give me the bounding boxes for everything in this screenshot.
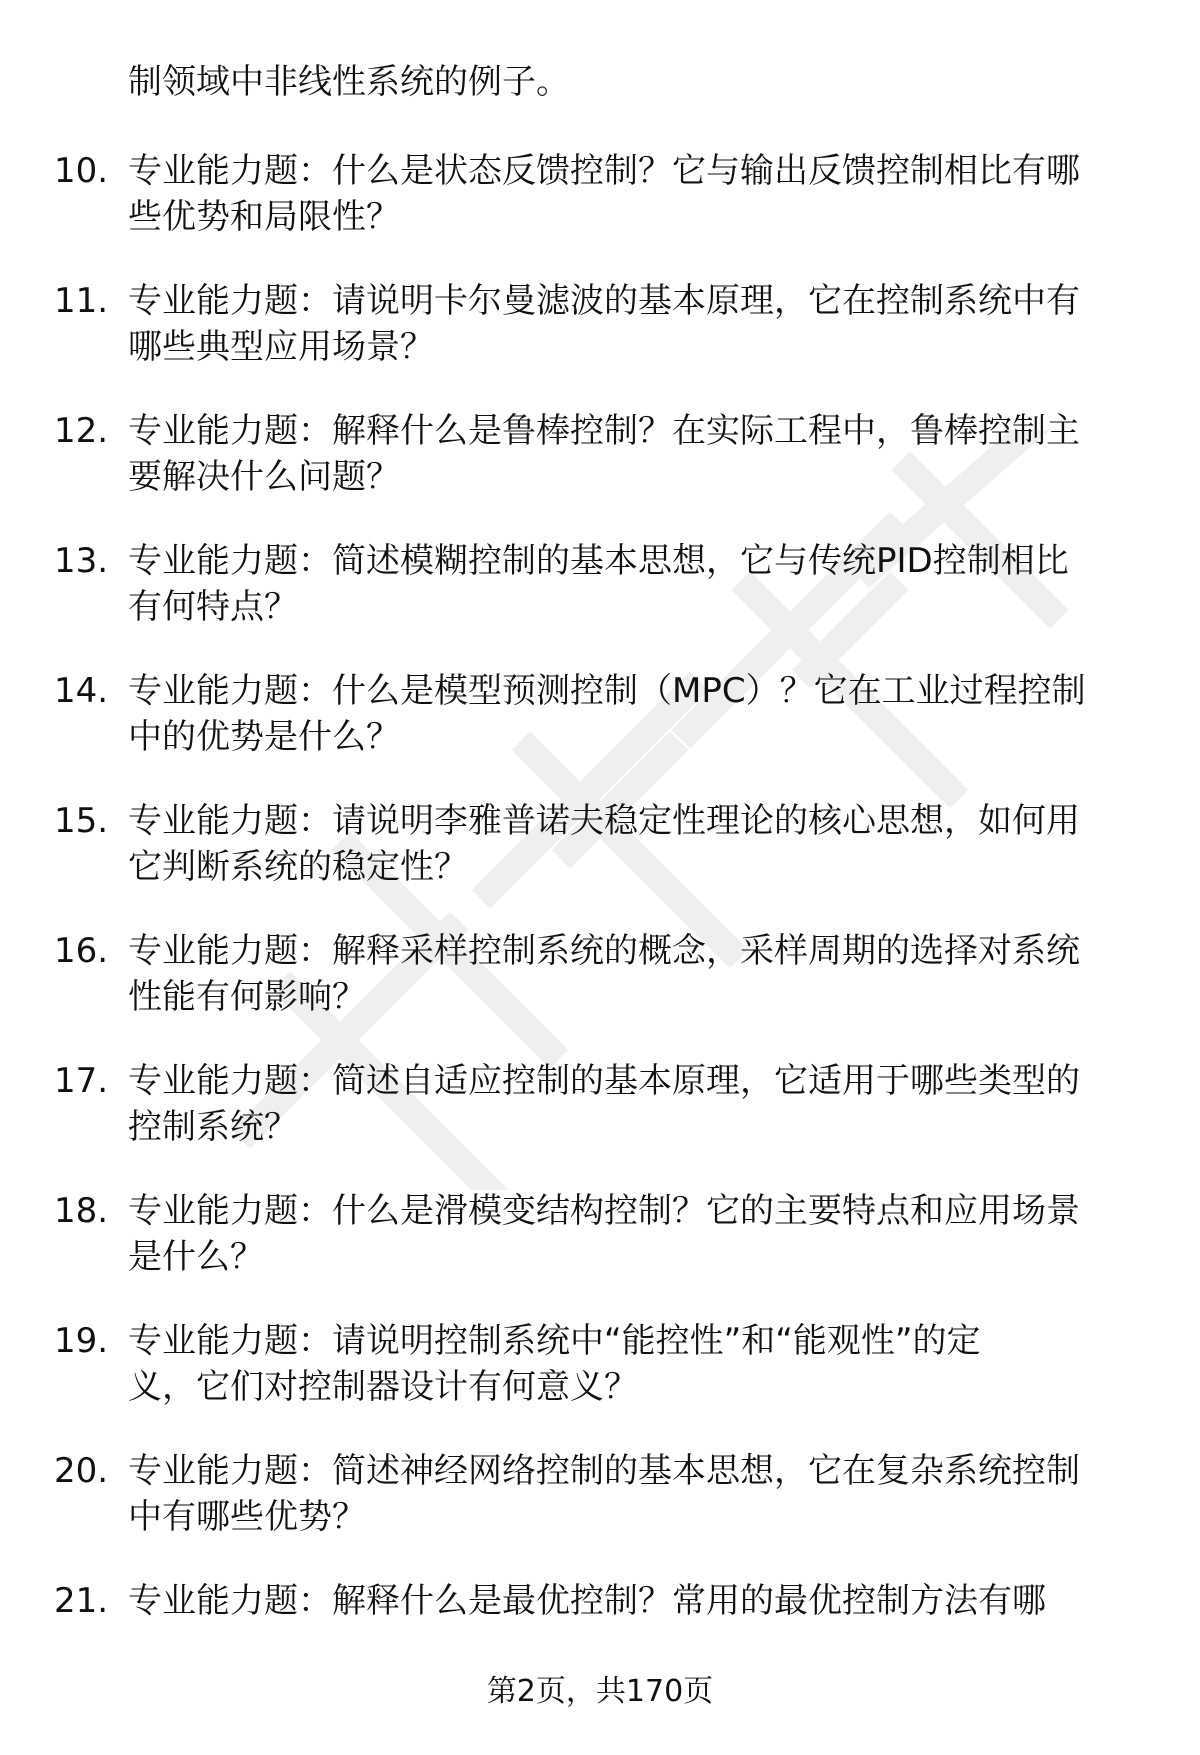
question-number: 18.: [54, 1191, 109, 1231]
question-text-line1: 专业能力题：解释采样控制系统的概念，采样周期的选择对系统: [128, 931, 1080, 971]
list-item: [0, 668, 1200, 798]
list-item: [0, 928, 1200, 1058]
question-list: [0, 148, 1200, 1708]
question-text-line2: 它判断系统的稳定性？: [128, 847, 468, 887]
question-text-line1: 专业能力题：解释什么是最优控制？常用的最优控制方法有哪: [128, 1581, 1046, 1621]
list-item: [0, 148, 1200, 278]
question-text-line2: 控制系统？: [128, 1107, 298, 1147]
question-text-line2: 性能有何影响？: [128, 977, 366, 1017]
list-item: [0, 1188, 1200, 1318]
question-number: 11.: [54, 281, 109, 321]
previous-question-continuation: 制领域中非线性系统的例子。: [128, 62, 570, 102]
list-item: [0, 1448, 1200, 1578]
question-text-line2: 些优势和局限性？: [128, 197, 400, 237]
list-item: [0, 408, 1200, 538]
question-text-line2: 中有哪些优势？: [128, 1497, 366, 1537]
question-number: 21.: [54, 1581, 109, 1621]
question-text-line1: 专业能力题：请说明李雅普诺夫稳定性理论的核心思想，如何用: [128, 801, 1080, 841]
question-text-line2: 是什么？: [128, 1237, 264, 1277]
list-item: [0, 538, 1200, 668]
question-text-line1: 专业能力题：简述模糊控制的基本思想，它与传统PID控制相比: [128, 541, 1069, 581]
question-number: 15.: [54, 801, 109, 841]
question-text-line2: 有何特点？: [128, 587, 298, 627]
question-text-line1: 专业能力题：请说明控制系统中“能控性”和“能观性”的定: [128, 1321, 981, 1361]
question-number: 13.: [54, 541, 109, 581]
question-text-line2: 哪些典型应用场景？: [128, 327, 434, 367]
question-number: 17.: [54, 1061, 109, 1101]
question-number: 19.: [54, 1321, 109, 1361]
question-text-line2: 要解决什么问题？: [128, 457, 400, 497]
page-footer: 第2页，共170页: [486, 1674, 714, 1709]
question-number: 10.: [54, 151, 109, 191]
question-number: 14.: [54, 671, 109, 711]
question-number: 20.: [54, 1451, 109, 1491]
list-item: [0, 1318, 1200, 1448]
question-text-line1: 专业能力题：什么是模型预测控制（MPC）？它在工业过程控制: [128, 671, 1086, 711]
question-text-line2: 义，它们对控制器设计有何意义？: [128, 1367, 638, 1407]
question-text-line1: 专业能力题：简述神经网络控制的基本思想，它在复杂系统控制: [128, 1451, 1080, 1491]
list-item: [0, 798, 1200, 928]
question-number: 12.: [54, 411, 109, 451]
question-number: 16.: [54, 931, 109, 971]
list-item: [0, 1058, 1200, 1188]
question-text-line1: 专业能力题：请说明卡尔曼滤波的基本原理，它在控制系统中有: [128, 281, 1080, 321]
question-text-line1: 专业能力题：简述自适应控制的基本原理，它适用于哪些类型的: [128, 1061, 1080, 1101]
question-text-line1: 专业能力题：什么是滑模变结构控制？它的主要特点和应用场景: [128, 1191, 1080, 1231]
question-text-line2: 中的优势是什么？: [128, 717, 400, 757]
question-text-line1: 专业能力题：什么是状态反馈控制？它与输出反馈控制相比有哪: [128, 151, 1080, 191]
list-item: [0, 278, 1200, 408]
question-text-line1: 专业能力题：解释什么是鲁棒控制？在实际工程中，鲁棒控制主: [128, 411, 1080, 451]
